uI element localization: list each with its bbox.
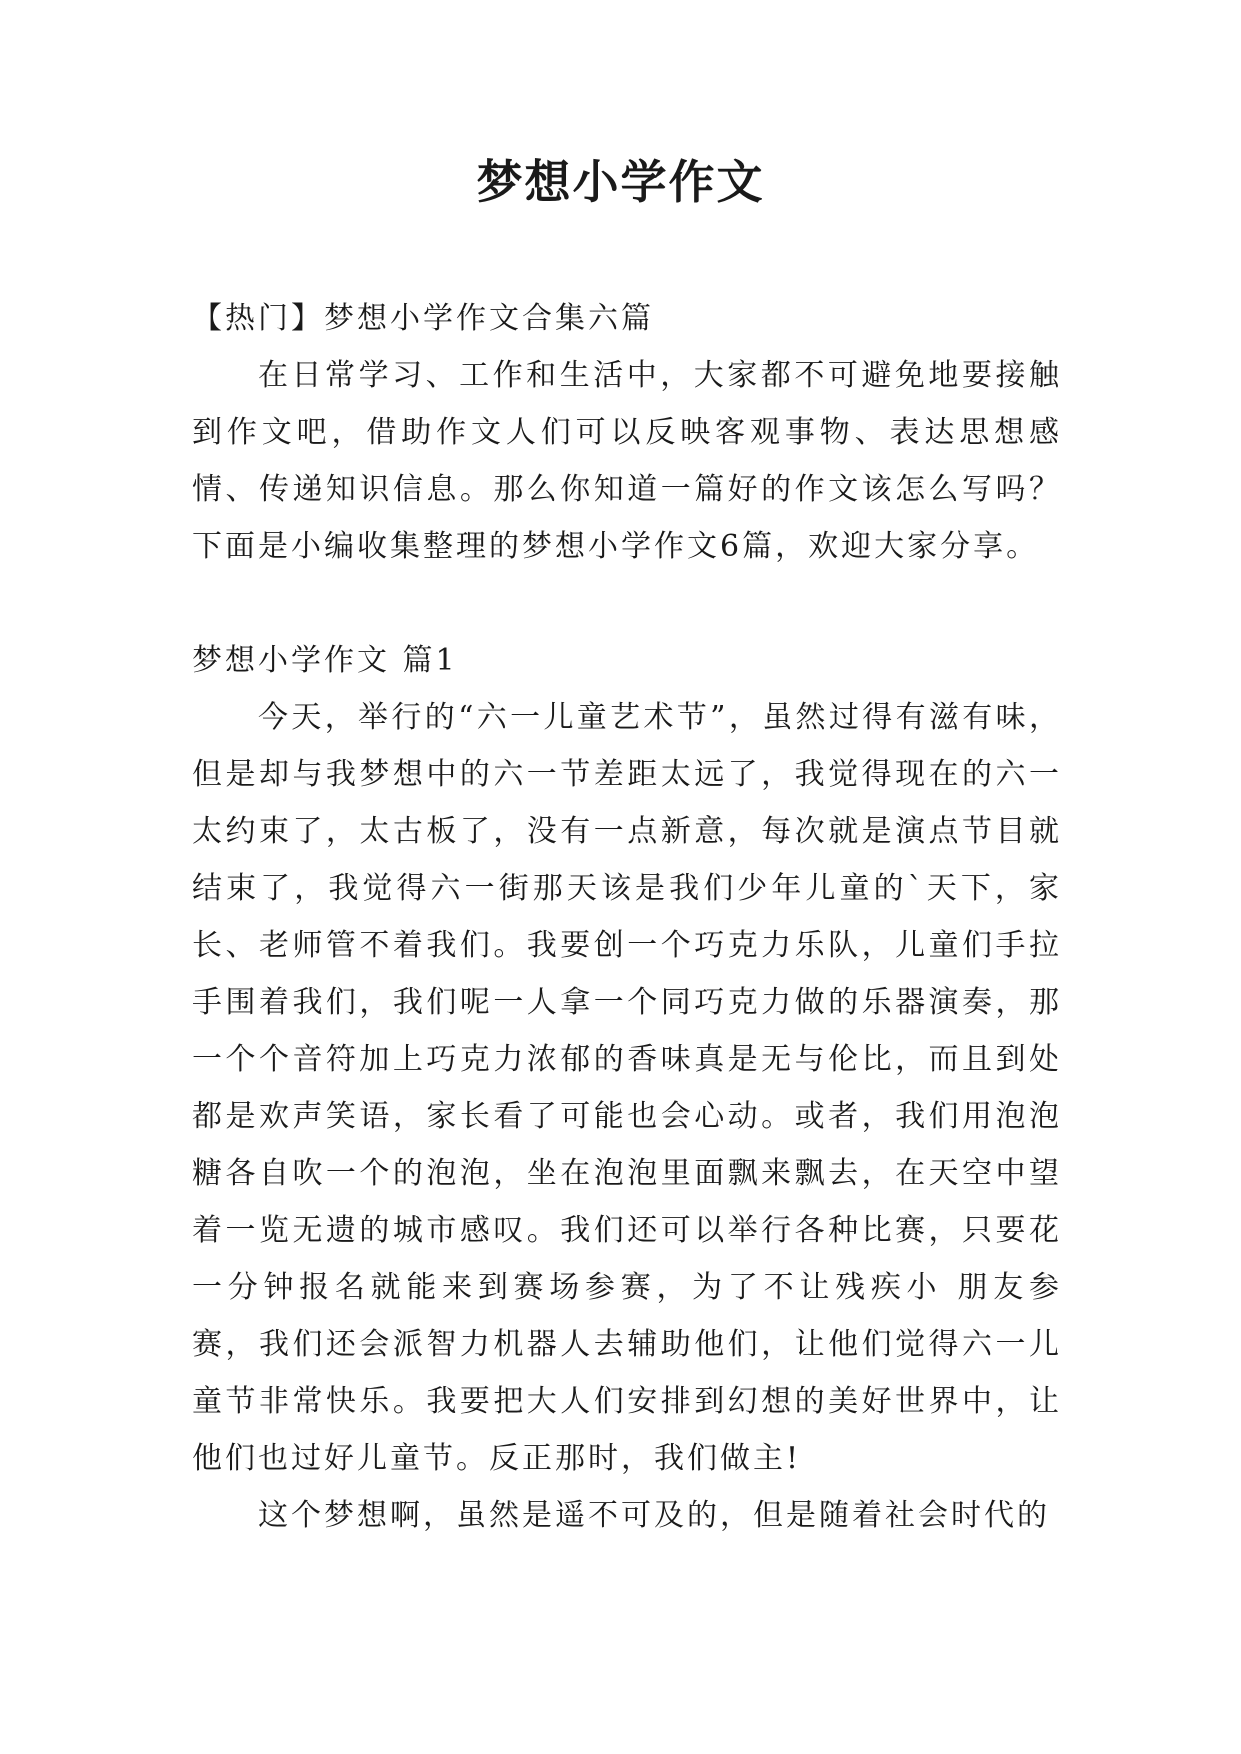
section-heading: 梦想小学作文 篇1 — [192, 643, 458, 678]
section-paragraph: 今天，举行的“六一儿童艺术节”，虽然过得有滋有味，但是却与我梦想中的六一节差距太远了，我觉得现在的六一太约束了，太古板了，没有一点新意，每次就是演点节目就结束了，我觉得六一街那天该是我们少年儿童的`天下，家长、老师管不着我们。我要创一个巧克力乐队，儿童们手拉手围着我们，我们呢一人拿一个同巧克力做的乐器演奏，那一个个音符加上巧克力浓郁的香味真是无与伦比，而且到处都是欢声笑语，家长看了可能也会心动。或者，我们用泡泡糖各自吹一个的泡泡，坐在泡泡里面飘来飘去，在天空中望着一览无遗的城市感叹。我们还可以举行各种比赛，只要花一分钟报名就能来到赛场参赛，为了不让残疾小 朋友参赛，我们还会派智力机器人去辅助他们，让他们觉得六一儿童节非常快乐。我要把大人们安排到幻想的美好世界中，让他们也过好儿童节。反正那时，我们做主! — [192, 700, 1062, 1476]
document-title: 梦想小学作文 — [476, 155, 765, 209]
document-body — [192, 290, 1062, 1544]
section-spacer — [192, 575, 1062, 632]
section-paragraph: 这个梦想啊，虽然是遥不可及的，但是随着社会时代的 — [258, 1498, 1050, 1533]
intro-paragraph: 在日常学习、工作和生活中，大家都不可避免地要接触到作文吧，借助作文人们可以反映客观事物、表达思想感情、传递知识信息。那么你知道一篇好的作文该怎么写吗？下面是小编收集整理的梦想小学作文6篇，欢迎大家分享。 — [192, 358, 1062, 564]
section-1 — [192, 632, 1062, 1544]
document-subtitle: 【热门】梦想小学作文合集六篇 — [192, 301, 654, 336]
